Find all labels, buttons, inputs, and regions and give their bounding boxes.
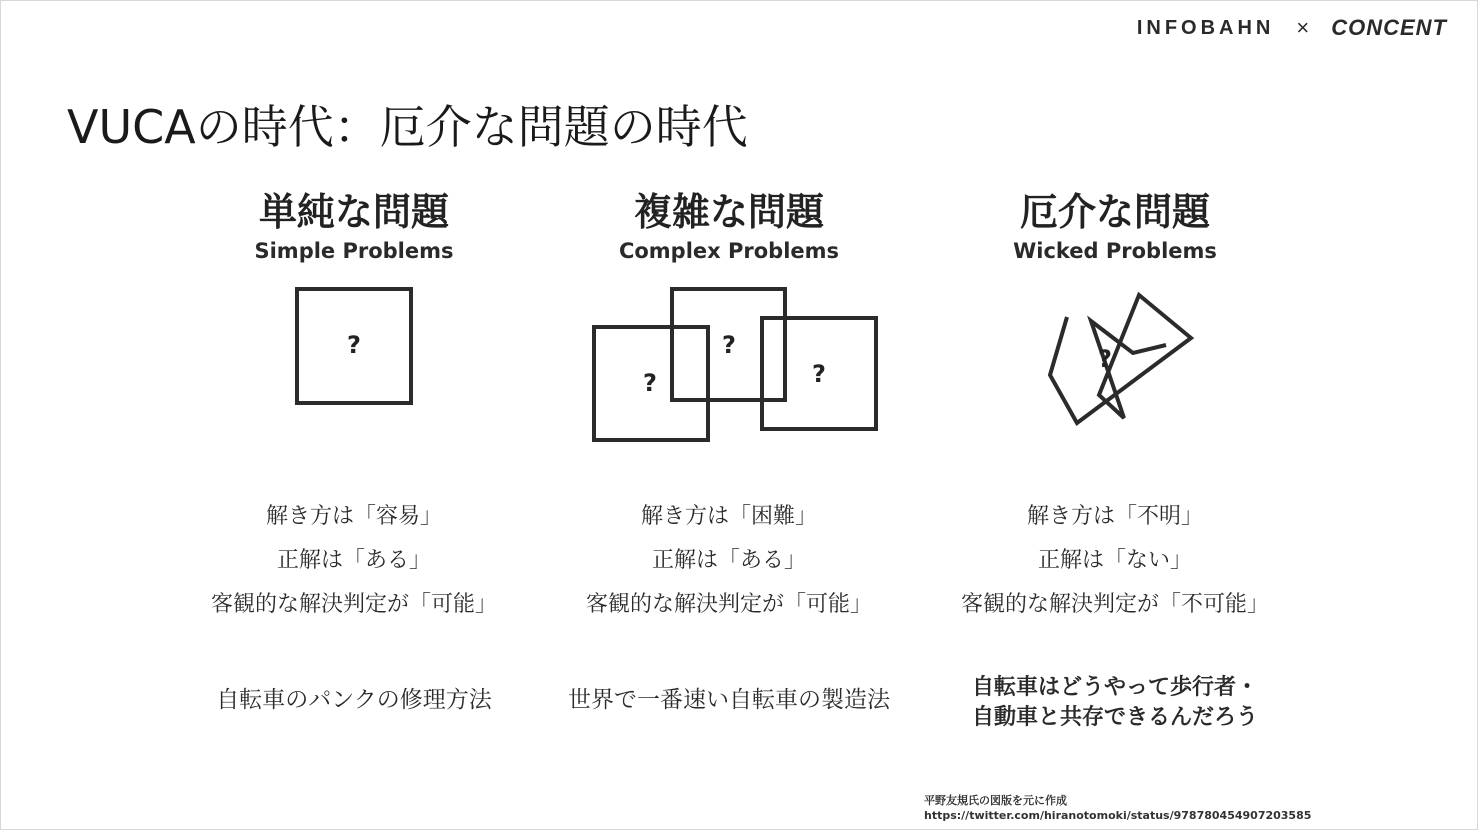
column-complex-problems: [529, 187, 929, 713]
question-mark: ?: [1098, 345, 1112, 373]
fact-solution-method: 解き方は「容易」: [265, 504, 442, 529]
column-facts: [529, 495, 929, 627]
fact-solution-method: 解き方は「困難」: [640, 504, 817, 529]
fact-correct-answer: 正解は「ある」: [276, 548, 431, 573]
credit-url: https://twitter.com/hiranotomoki/status/978780454907203585: [924, 809, 1312, 822]
column-example: [154, 685, 554, 715]
example-line: 自転車はどうやって歩行者・: [971, 675, 1258, 700]
fact-objective-judgement: 客観的な解決判定が「可能」: [210, 592, 497, 617]
credit-note: 平野友規氏の図版を元に作成: [924, 794, 1067, 807]
brand-concent-logo: CONCENT: [1331, 15, 1447, 40]
example-line: 自転車のパンクの修理方法: [216, 687, 492, 713]
question-mark: ?: [722, 331, 736, 359]
single-square-question-icon: [154, 283, 554, 453]
brand-separator: ×: [1296, 15, 1310, 40]
question-mark: ?: [347, 331, 361, 359]
slide-title: VUCAの時代：厄介な問題の時代: [67, 100, 748, 154]
column-facts: [915, 495, 1315, 627]
column-heading: 単純な問題: [258, 190, 449, 234]
column-example: [529, 685, 929, 715]
question-mark: ?: [643, 369, 657, 397]
column-simple-problems: [154, 187, 554, 713]
fact-objective-judgement: 客観的な解決判定が「可能」: [585, 592, 872, 617]
fact-objective-judgement: 客観的な解決判定が「不可能」: [960, 592, 1269, 617]
fact-solution-method: 解き方は「不明」: [1026, 504, 1203, 529]
example-line: 世界で一番速い自転車の製造法: [568, 687, 890, 713]
fact-correct-answer: 正解は「ある」: [651, 548, 806, 573]
source-credit: [924, 793, 1311, 823]
example-line: 自動車と共存できるんだろう: [971, 705, 1258, 730]
brand-infobahn-logo: INFOBAHN: [1136, 16, 1275, 39]
brand-header: [1137, 15, 1447, 41]
column-subheading: Simple Problems: [254, 239, 454, 263]
column-subheading: Complex Problems: [618, 239, 840, 263]
overlapping-squares-question-icon: [529, 283, 929, 453]
question-mark: ?: [812, 360, 826, 388]
column-heading: 複雑な問題: [633, 190, 824, 234]
column-wicked-problems: [915, 187, 1315, 730]
fact-correct-answer: 正解は「ない」: [1037, 548, 1192, 573]
column-example: [915, 673, 1315, 733]
tangled-shape-question-icon: [915, 283, 1315, 453]
column-subheading: Wicked Problems: [1013, 239, 1217, 263]
column-facts: [154, 495, 554, 627]
column-heading: 厄介な問題: [1019, 190, 1210, 234]
